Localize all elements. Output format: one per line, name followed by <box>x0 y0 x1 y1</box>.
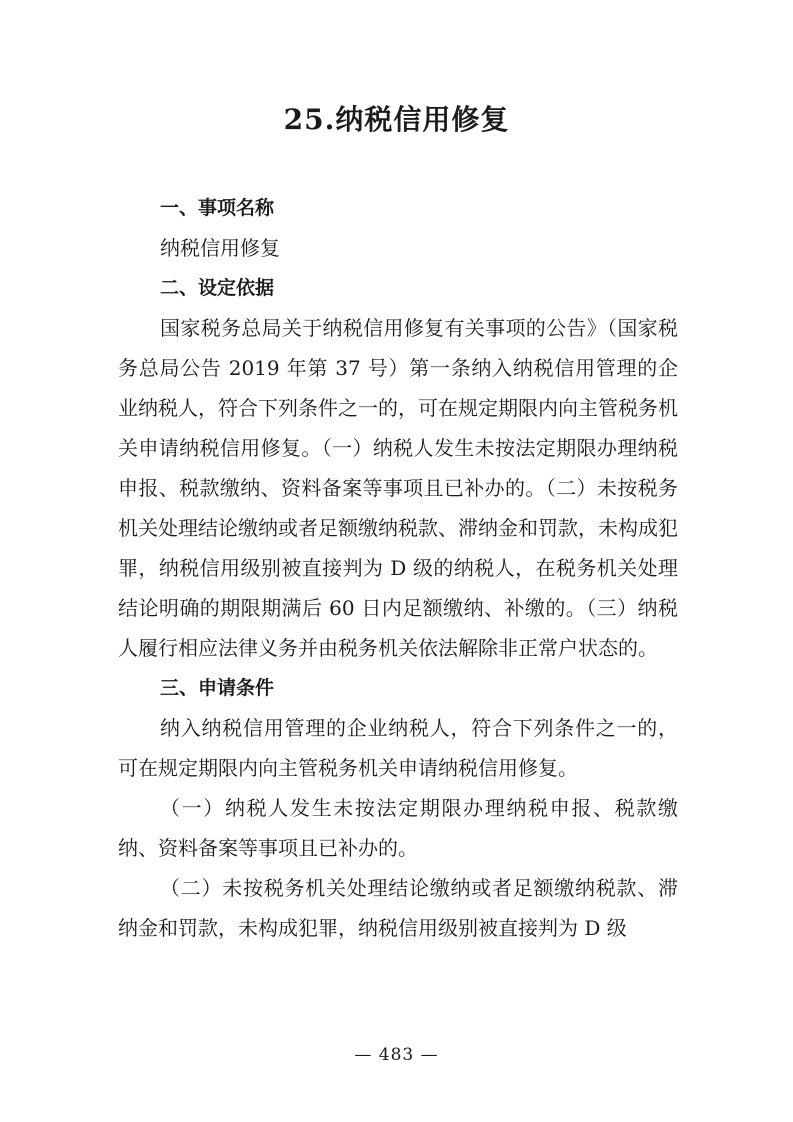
document-body <box>118 188 678 948</box>
section-heading-item-name: 一、事项名称 <box>160 197 275 219</box>
item-name-text: 纳税信用修复 <box>160 236 280 260</box>
condition-2-paragraph: （二）未按税务机关处理结论缴纳或者足额缴纳税款、滞纳金和罚款，未构成犯罪，纳税信用级别被直接判为 D 级 <box>118 876 678 940</box>
section-heading-legal-basis: 二、设定依据 <box>160 277 275 299</box>
conditions-intro-paragraph: 纳入纳税信用管理的企业纳税人，符合下列条件之一的，可在规定期限内向主管税务机关申请纳税信用修复。 <box>118 716 678 780</box>
section-heading-application-conditions: 三、申请条件 <box>160 677 275 699</box>
legal-basis-paragraph: 国家税务总局关于纳税信用修复有关事项的公告》（国家税务总局公告 2019 年第 37 号）第一条纳入纳税信用管理的企业纳税人，符合下列条件之一的，可在规定期限内向主管税务机关申请纳税信用修复。（一）纳税人发生未按法定期限办理纳税申报、税款缴纳、资料备案等事项且已补办的。（二）未按税务机关处理结论缴纳或者足额缴纳税款、滞纳金和罚款，未构成犯罪，纳税信用级别被直接判为 D 级的纳税人，在税务机关处理结论明确的期限期满后 60 日内足额缴纳、补缴的。（三）纳税人履行相应法律义务并由税务机关依法解除非正常户状态的。 <box>118 316 678 660</box>
page-number: — 483 — <box>354 1045 439 1065</box>
document-title: 25.纳税信用修复 <box>283 103 510 136</box>
condition-1-paragraph: （一）纳税人发生未按法定期限办理纳税申报、税款缴纳、资料备案等事项且已补办的。 <box>118 796 678 860</box>
